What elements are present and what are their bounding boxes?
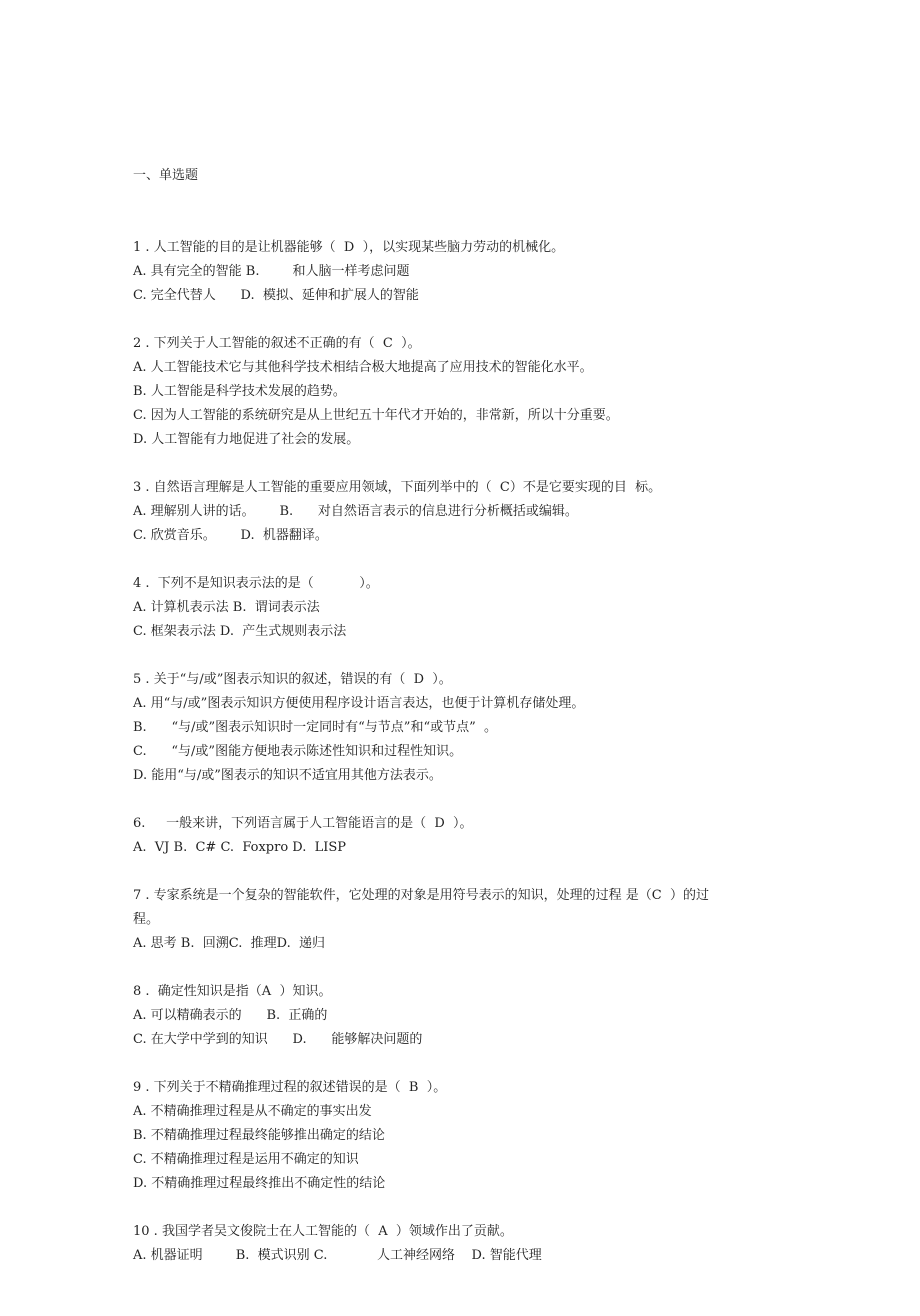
answer-option-line: C. 完全代替人 D. 模拟、延伸和扩展人的智能 [133,288,419,303]
answer-option-line: C. “与/或”图能方便地表示陈述性知识和过程性知识。 [133,744,463,759]
document-page [133,116,793,1316]
question-6 [133,812,793,860]
answer-option-line: A. 理解别人讲的话。 B. 对自然语言表示的信息进行分析概括或编辑。 [133,504,578,519]
answer-option-line: A. 不精确推理过程是从不确定的事实出发 [133,1104,372,1119]
answer-option-line: A. 可以精确表示的 B. 正确的 [133,1008,328,1023]
question-stem: 2 . 下列关于人工智能的叙述不正确的有（ C ）。 [133,336,421,351]
question-7 [133,884,793,956]
answer-option-line: A. 思考 B. 回溯C. 推理D. 递归 [133,936,325,951]
answer-option-line: C. 不精确推理过程是运用不确定的知识 [133,1152,359,1167]
answer-option-line: C. 在大学中学到的知识 D. 能够解决问题的 [133,1032,423,1047]
question-stem: 1 . 人工智能的目的是让机器能够（ D ），以实现某些脑力劳动的机械化。 [133,240,565,255]
question-stem: 5 . 关于“与/或”图表示知识的叙述，错误的有（ D ）。 [133,672,452,687]
question-stem: 4 . 下列不是知识表示法的是（ ）。 [133,576,379,591]
question-2 [133,332,793,452]
answer-option-line: B. 不精确推理过程最终能够推出确定的结论 [133,1128,385,1143]
question-stem: 7 . 专家系统是一个复杂的智能软件，它处理的对象是用符号表示的知识，处理的过程 是（C ）的过 [133,888,710,903]
question-stem: 8 . 确定性知识是指（A ）知识。 [133,984,332,999]
answer-option-line: D. 能用“与/或”图表示的知识不适宜用其他方法表示。 [133,768,442,783]
answer-option-line: A. 具有完全的智能 B. 和人脑一样考虑问题 [133,264,410,279]
question-5 [133,668,793,788]
question-stem: 9 . 下列关于不精确推理过程的叙述错误的是（ B ）。 [133,1080,447,1095]
answer-option-line: B. 人工智能是科学技术发展的趋势。 [133,384,346,399]
answer-option-line: C. 因为人工智能的系统研究是从上世纪五十年代才开始的，非常新，所以十分重要。 [133,408,619,423]
answer-option-line: A. 人工智能技术它与其他科学技术相结合极大地提高了应用技术的智能化水平。 [133,360,593,375]
question-stem: 3 . 自然语言理解是人工智能的重要应用领域，下面列举中的（ C）不是它要实现的目 标。 [133,480,662,495]
question-9 [133,1076,793,1196]
answer-option-line: A. 机器证明 B. 模式识别 C. 人工神经网络 D. 智能代理 [133,1248,542,1263]
question-1 [133,236,793,308]
question-list [133,236,793,1268]
answer-option-line: D. 不精确推理过程最终推出不确定性的结论 [133,1176,386,1191]
question-stem: 10 . 我国学者吴文俊院士在人工智能的（ A ）领域作出了贡献。 [133,1224,513,1239]
question-10 [133,1220,793,1268]
question-3 [133,476,793,548]
answer-option-line: A. 计算机表示法 B. 谓词表示法 [133,600,320,615]
question-4 [133,572,793,644]
question-stem: 6. 一般来讲，下列语言属于人工智能语言的是（ D ）。 [133,816,473,831]
section-title: 一、单选题 [133,168,199,183]
answer-option-line: C. 框架表示法 D. 产生式规则表示法 [133,624,347,639]
answer-option-line: D. 人工智能有力地促进了社会的发展。 [133,432,360,447]
answer-option-line: A. 用“与/或”图表示知识方便使用程序设计语言表达，也便于计算机存储处理。 [133,696,585,711]
answer-option-line: C. 欣赏音乐。 D. 机器翻译。 [133,528,328,543]
answer-option-line: A. VJ B. C# C. Foxpro D. LISP [133,840,347,855]
answer-option-line: B. “与/或”图表示知识时一定同时有“与节点”和“或节点” 。 [133,720,498,735]
question-8 [133,980,793,1052]
answer-option-line: 程。 [133,912,160,927]
